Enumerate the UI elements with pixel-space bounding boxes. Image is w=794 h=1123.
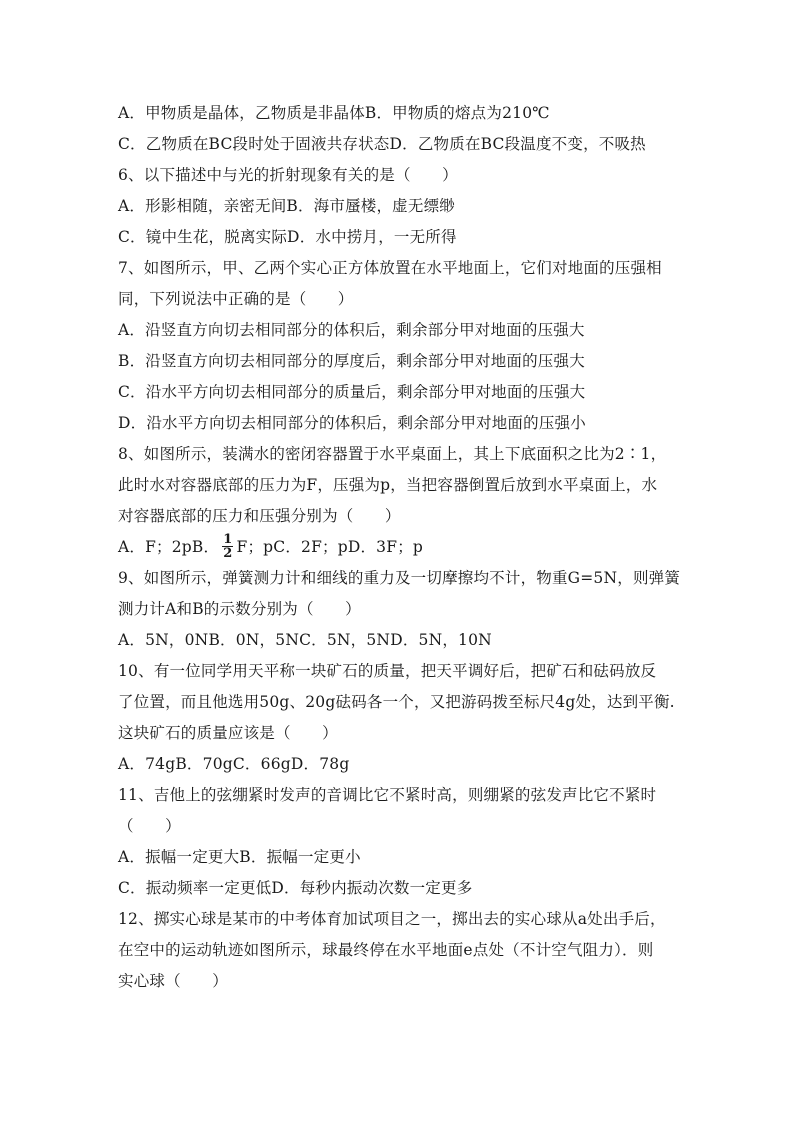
text-line-q10-options: A．74gB．70gC．66gD．78g [118, 755, 350, 773]
text-line-q12-stem-3: 实心球（ ） [118, 972, 228, 990]
text-line-q9-stem-2: 测力计A和B的示数分别为（ ） [118, 600, 361, 618]
text-line-q10-stem-3: 这块矿石的质量应该是（ ） [118, 724, 338, 742]
text-line-q7-option-d: D．沿水平方向切去相同部分的体积后，剩余部分甲对地面的压强小 [118, 414, 586, 432]
text-line-q7-option-c: C．沿水平方向切去相同部分的质量后，剩余部分甲对地面的压强大 [118, 383, 586, 401]
text-line-q9-stem-1: 9、如图所示，弹簧测力计和细线的重力及一切摩擦均不计，物重G=5N，则弹簧 [118, 569, 681, 587]
fraction-numerator: 1 [223, 531, 233, 547]
text-line-q10-stem-2: 了位置，而且他选用50g、20g砝码各一个，又把游码拨至标尺4g处，达到平衡. [118, 693, 675, 711]
text-line-q11-options-ab: A．振幅一定更大B．振幅一定更小 [118, 848, 361, 866]
q8-options-rest: F；pC．2F；pD．3F；p [236, 538, 424, 556]
text-line-q12-stem-2: 在空中的运动轨迹如图所示，球最终停在水平地面e点处（不计空气阻力）．则 [118, 941, 654, 959]
text-line-q8-stem-1: 8、如图所示，装满水的密闭容器置于水平桌面上，其上下底面积之比为2∶1， [118, 445, 667, 463]
text-line-q5-options-cd: C．乙物质在BC段时处于固液共存状态D．乙物质在BC段温度不变，不吸热 [118, 135, 646, 153]
text-line-q6-options-ab: A．形影相随，亲密无间B．海市蜃楼，虚无缥缈 [118, 197, 455, 215]
fraction-denominator: 2 [223, 545, 233, 561]
text-line-q12-stem-1: 12、掷实心球是某市的中考体育加试项目之一，掷出去的实心球从a处出手后， [118, 910, 666, 928]
text-line-q9-options: A．5N，0NB．0N，5NC．5N，5ND．5N，10N [118, 631, 492, 649]
text-line-q7-option-b: B．沿竖直方向切去相同部分的厚度后，剩余部分甲对地面的压强大 [118, 352, 585, 370]
fraction-one-half [222, 533, 233, 560]
text-line-q11-stem-2: （ ） [118, 817, 181, 835]
q8-options-start: A．F；2pB． [118, 538, 220, 556]
text-line-q8-options [118, 532, 678, 563]
text-line-q7-option-a: A．沿竖直方向切去相同部分的体积后，剩余部分甲对地面的压强大 [118, 321, 585, 339]
text-line-q10-stem-1: 10、有一位同学用天平称一块矿石的质量，把天平调好后，把矿石和砝码放反 [118, 662, 657, 680]
text-line-q6-stem: 6、以下描述中与光的折射现象有关的是（ ） [118, 166, 458, 184]
text-line-q8-stem-2: 此时水对容器底部的压力为F，压强为p，当把容器倒置后放到水平桌面上，水 [118, 476, 658, 494]
text-line-q5-options-ab: A．甲物质是晶体，乙物质是非晶体B．甲物质的熔点为210℃ [118, 104, 550, 122]
text-line-q11-stem-1: 11、吉他上的弦绷紧时发声的音调比它不紧时高，则绷紧的弦发声比它不紧时 [118, 786, 657, 804]
text-line-q6-options-cd: C．镜中生花，脱离实际D．水中捞月，一无所得 [118, 228, 457, 246]
text-line-q8-stem-3: 对容器底部的压力和压强分别为（ ） [118, 507, 401, 525]
text-line-q11-options-cd: C．振动频率一定更低D．每秒内振动次数一定更多 [118, 879, 473, 897]
text-line-q7-stem-2: 同，下列说法中正确的是（ ） [118, 290, 354, 308]
text-line-q7-stem-1: 7、如图所示，甲、乙两个实心正方体放置在水平地面上，它们对地面的压强相 [118, 259, 662, 277]
exam-page [118, 98, 681, 997]
